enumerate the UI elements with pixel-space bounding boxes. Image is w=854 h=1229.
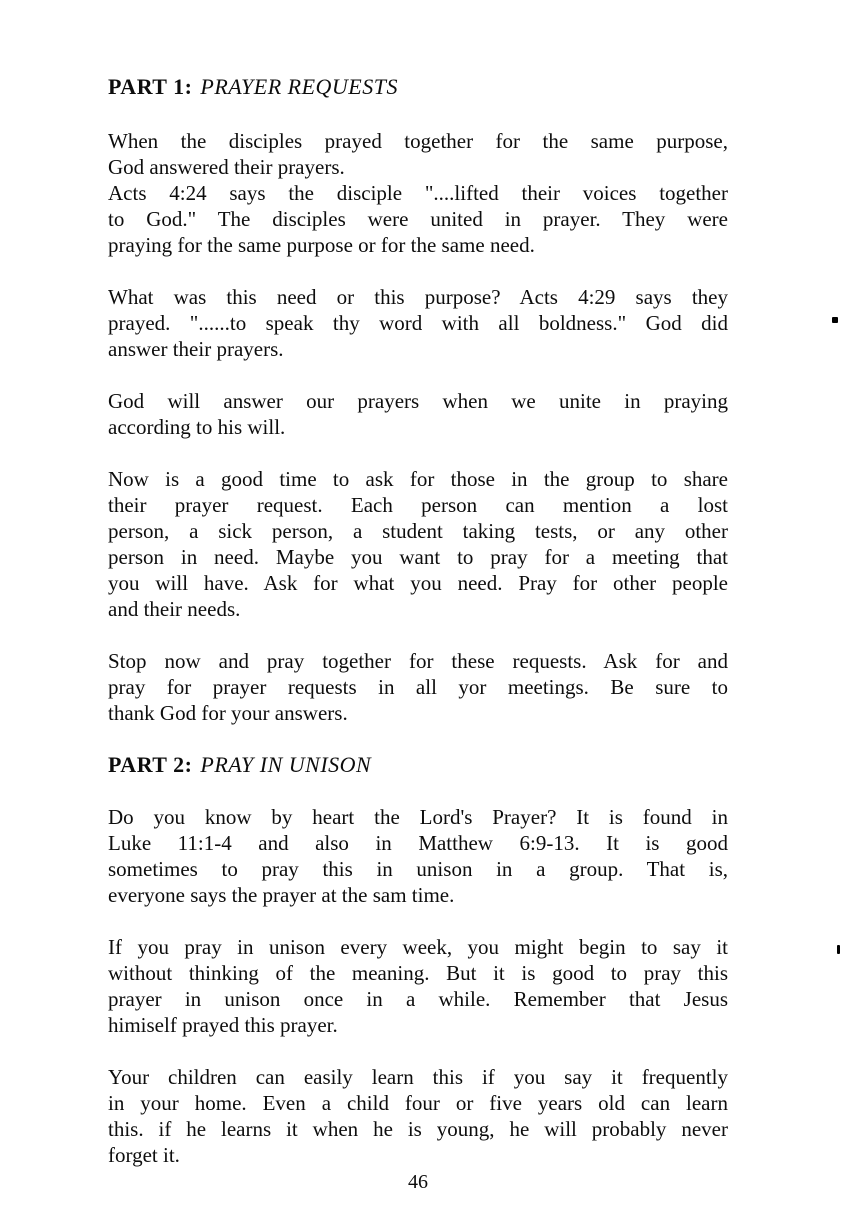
- heading-part-label: PART 2:: [108, 752, 193, 777]
- text-line: their prayer request. Each person can mention a lost: [108, 493, 728, 517]
- text-line: himiself prayed this prayer.: [108, 1013, 338, 1037]
- text-line: to God." The disciples were united in prayer. They were: [108, 207, 728, 231]
- text-line: you will have. Ask for what you need. Pray for other people: [108, 571, 728, 595]
- text-line: God will answer our prayers when we unite in praying: [108, 389, 728, 413]
- text-line: prayer in unison once in a while. Remember that Jesus: [108, 987, 728, 1011]
- heading-title-label: PRAY IN UNISON: [200, 752, 372, 777]
- paragraph: [108, 128, 728, 258]
- paragraph: [108, 284, 728, 362]
- text-line: prayed. "......to speak thy word with all boldness." God did: [108, 311, 728, 335]
- page-number: 46: [408, 1171, 428, 1193]
- text-line: person in need. Maybe you want to pray for a meeting that: [108, 545, 728, 569]
- paragraph: [108, 804, 728, 908]
- text-line: God answered their prayers.: [108, 155, 345, 179]
- text-line: person, a sick person, a student taking tests, or any other: [108, 519, 728, 543]
- text-line: Do you know by heart the Lord's Prayer? It is found in: [108, 805, 728, 829]
- text-line: praying for the same purpose or for the same need.: [108, 233, 535, 257]
- text-line: pray for prayer requests in all yor meetings. Be sure to: [108, 675, 728, 699]
- text-line: this. if he learns it when he is young, he will probably never: [108, 1117, 728, 1141]
- text-line: answer their prayers.: [108, 337, 284, 361]
- text-column: [108, 74, 728, 1194]
- text-line: Your children can easily learn this if you say it frequently: [108, 1065, 728, 1089]
- paragraph: [108, 934, 728, 1038]
- heading-part-label: PART 1:: [108, 74, 193, 99]
- text-line: forget it.: [108, 1143, 180, 1167]
- scan-speck-dot: [832, 317, 838, 323]
- text-line: Luke 11:1-4 and also in Matthew 6:9-13. It is good: [108, 831, 728, 855]
- text-line: in your home. Even a child four or five years old can learn: [108, 1091, 728, 1115]
- text-line: without thinking of the meaning. But it is good to pray this: [108, 961, 728, 985]
- text-line: sometimes to pray this in unison in a group. That is,: [108, 857, 728, 881]
- text-line: Acts 4:24 says the disciple "....lifted their voices together: [108, 181, 728, 205]
- section-heading: [108, 752, 728, 778]
- text-line: Now is a good time to ask for those in the group to share: [108, 467, 728, 491]
- text-line: according to his will.: [108, 415, 286, 439]
- paragraph: [108, 648, 728, 726]
- paragraph: [108, 466, 728, 622]
- text-line: thank God for your answers.: [108, 701, 348, 725]
- paragraph: [108, 1064, 728, 1168]
- text-line: everyone says the prayer at the sam time.: [108, 883, 455, 907]
- text-line: and their needs.: [108, 597, 241, 621]
- heading-title-label: PRAYER REQUESTS: [200, 74, 398, 99]
- section-heading: [108, 74, 728, 100]
- text-line: What was this need or this purpose? Acts 4:29 says they: [108, 285, 728, 309]
- text-line: If you pray in unison every week, you might begin to say it: [108, 935, 728, 959]
- paragraph: [108, 388, 728, 440]
- text-line: Stop now and pray together for these requests. Ask for and: [108, 649, 728, 673]
- text-line: When the disciples prayed together for the same purpose,: [108, 129, 728, 153]
- scan-speck-tick: [837, 945, 840, 954]
